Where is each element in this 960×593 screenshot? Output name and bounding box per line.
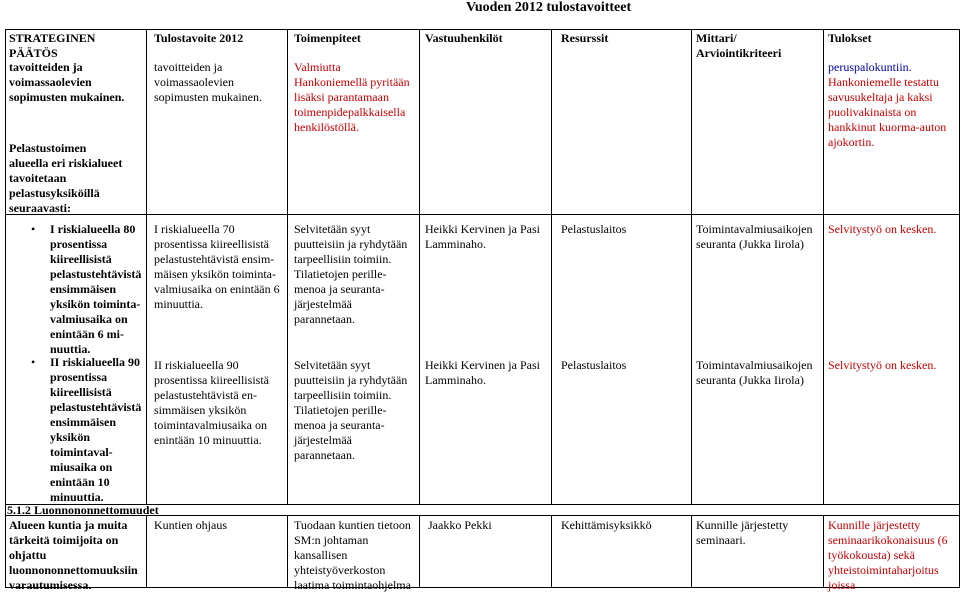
page-title: Vuoden 2012 tulostavoitteet [466, 0, 632, 15]
row3-mittari: Kunnille järjestetty seminaari. [696, 518, 789, 547]
row2-tulostavoite: II riskialueella 90 prosentissa kiireellisistä pelastustehtävistä en- simmäisen yksikön toimintavalmiusaika on enintään 10 minuuttia. [154, 358, 269, 447]
column-divider [5, 29, 6, 588]
column-divider [287, 29, 288, 504]
header-mittari: Mittari/ Arviointikriteeri [696, 31, 782, 60]
column-divider [287, 515, 288, 588]
header-strateginen-paatos: STRATEGINEN PÄÄTÖS [9, 31, 96, 60]
column-divider [146, 29, 147, 504]
row0-strategy-cont: tavoitteiden ja voimassaolevien sopimusten mukainen. [9, 60, 125, 104]
table-top-border [5, 29, 959, 30]
column-divider [551, 29, 552, 504]
header-toimenpiteet: Toimenpiteet [294, 31, 361, 45]
row3-tulostavoite: Kuntien ohjaus [154, 518, 227, 532]
row1-tulostavoite: I riskialueella 70 prosentissa kiireellisistä pelastustehtävistä ensim- mäisen yksikön toiminta- valmiusaika on enintään 6 minuuttia. [154, 222, 280, 311]
header-tulostavoite: Tulostavoite 2012 [154, 31, 244, 45]
row2-resurssit: Pelastuslaitos [561, 358, 627, 372]
row0-tulokset: peruspalokuntiin. Hankoniemelle testattu savusukeltaja ja kaksi puolivakinaista on hankkinut kuorma-auton ajokortin. [828, 60, 947, 149]
bullet-icon: • [31, 222, 36, 236]
row3-resurssit: Kehittämisyksikkö [561, 518, 652, 532]
row2-strategy: II riskialueella 90 prosentissa kiireellisistä pelastustehtävistä ensimmäisen yksikön toimintaval- miusaika on enintään 10 minuuttia. [50, 355, 142, 504]
header-resurssit: Resurssit [561, 31, 609, 45]
row1-tulokset: Selvitystyö on kesken. [828, 222, 937, 236]
header-tulokset: Tulokset [828, 31, 872, 45]
column-divider [419, 29, 420, 504]
row3-strategy: Alueen kuntia ja muita tärkeitä toimijoita on ohjattu luonnononnettomuuksiin varautumisessa. [9, 518, 138, 592]
row2-mittari: Toimintavalmiusaikojen seuranta (Jukka Iirola) [696, 358, 813, 387]
row1-strategy: I riskialueella 80 prosentissa kiireellisistä pelastustehtävistä ensimmäisen yksikön toiminta- valmiusaika on enintään 6 mi- nuuttia. [50, 222, 142, 356]
row1-mittari: Toimintavalmiusaikojen seuranta (Jukka Iirola) [696, 222, 813, 251]
column-divider [146, 515, 147, 588]
row2-tulokset: Selvitystyö on kesken. [828, 358, 937, 372]
row0-toimenpiteet: Valmiutta Hankoniemellä pyritään lisäksi parantamaan toimenpidepalkkaisella henkilöstöllä. [294, 60, 410, 134]
column-divider [823, 29, 824, 504]
column-divider [691, 29, 692, 504]
header-vastuuhenkilot: Vastuuhenkilöt [425, 31, 503, 45]
row2-vastuuhenkilot: Heikki Kervinen ja Pasi Lamminaho. [425, 358, 540, 387]
row3-tulokset: Kunnille järjestetty seminaarikokonaisuus (6 työkokousta) sekä yhteistoimintaharjoitus joissa [828, 518, 948, 592]
row1-vastuuhenkilot: Heikki Kervinen ja Pasi Lamminaho. [425, 222, 540, 251]
row1-resurssit: Pelastuslaitos [561, 222, 627, 236]
row0-tulostavoite: tavoitteiden ja voimassaolevien sopimusten mukainen. [154, 60, 262, 104]
row0-strategy-intro: Pelastustoimen alueella eri riskialueet tavoitetaan pelastusyksiköillä seuraavasti: [9, 141, 123, 215]
column-divider [823, 515, 824, 588]
column-divider [419, 515, 420, 588]
column-divider [551, 515, 552, 588]
row1-toimenpiteet: Selvitetään syyt puutteisiin ja ryhdytään tarpeellisiin toimiin. Tilatietojen perille- menoa ja seuranta- järjestelmää parannetaan. [294, 222, 408, 326]
row-divider [5, 214, 959, 215]
row2-toimenpiteet: Selvitetään syyt puutteisiin ja ryhdytään tarpeellisiin toimiin. Tilatietojen perille- menoa ja seuranta- järjestelmää parannetaan. [294, 358, 408, 462]
bullet-icon: • [31, 355, 36, 369]
section-heading: 5.1.2 Luonnononnettomuudet [7, 503, 159, 517]
row3-vastuuhenkilot: Jaakko Pekki [428, 518, 492, 532]
row3-toimenpiteet: Tuodaan kuntien tietoon SM:n johtaman kansallisen yhteistyöverkoston laatima toimintaohjelma [294, 518, 411, 592]
column-divider [691, 515, 692, 588]
